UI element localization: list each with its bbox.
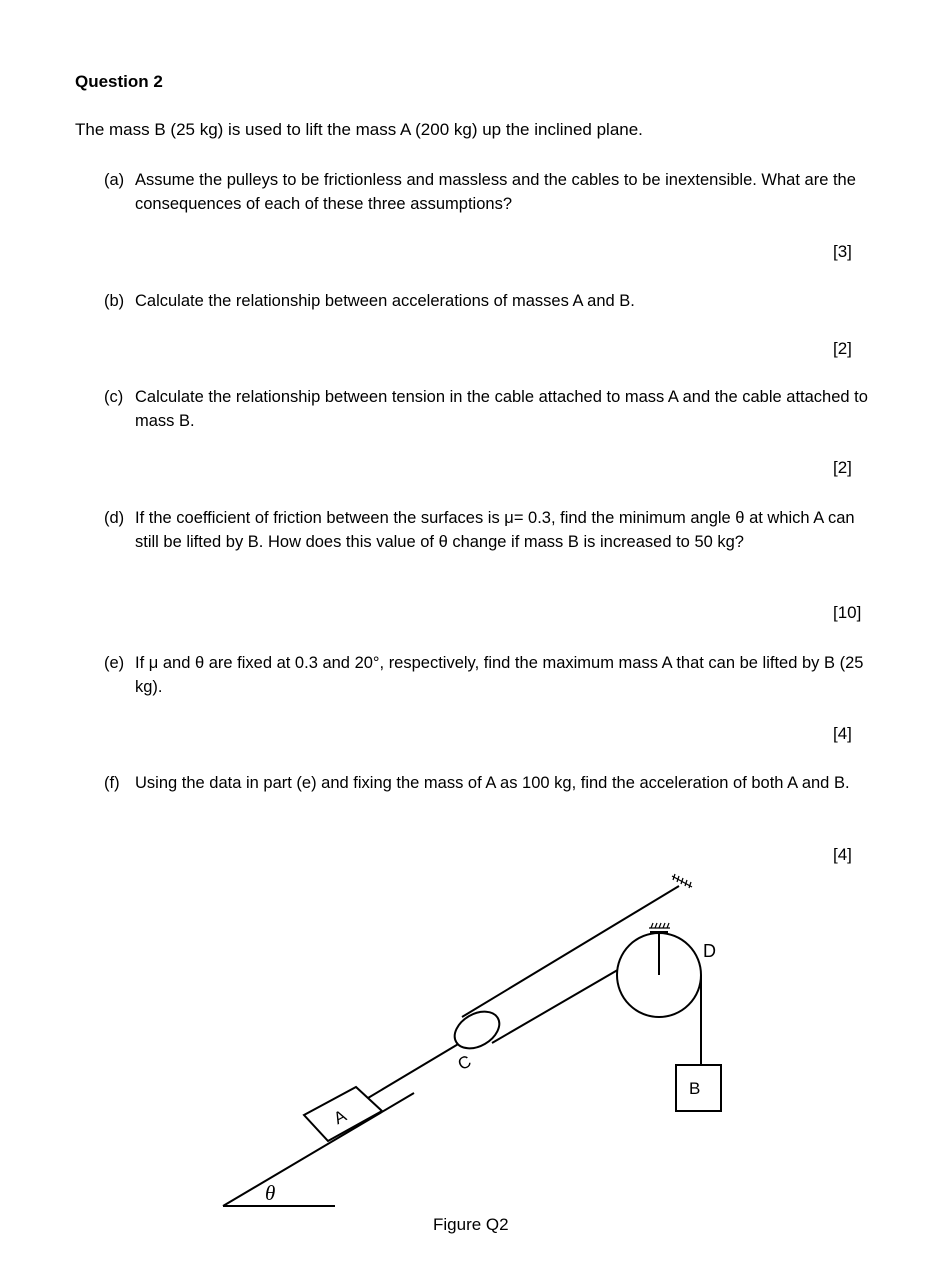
pulley-d-hatch	[649, 923, 670, 928]
part-e-text: If μ and θ are fixed at 0.3 and 20°, respectively, find the maximum mass A that can be lifted by B (25 kg).	[135, 654, 864, 696]
part-b-text: Calculate the relationship between accelerations of masses A and B.	[135, 292, 635, 310]
anchor-hatch	[672, 874, 692, 888]
part-f-text: Using the data in part (e) and fixing the mass of A as 100 kg, find the acceleration of both A and B.	[135, 774, 850, 792]
part-c-label: (c)	[104, 388, 124, 406]
part-d-label: (d)	[104, 509, 125, 527]
part-d-marks: [10]	[833, 603, 862, 622]
question-intro: The mass B (25 kg) is used to lift the mass A (200 kg) up the inclined plane.	[75, 120, 643, 139]
part-d-text: If the coefficient of friction between the surfaces is μ= 0.3, find the minimum angle θ at which A can still be lifted by B. How does this value of θ change if mass B is increased to 50 kg?	[135, 509, 855, 551]
part-e-label: (e)	[104, 654, 125, 672]
question-title: Question 2	[75, 72, 163, 91]
part-c-text: Calculate the relationship between tension in the cable attached to mass A and the cable attached to mass B.	[135, 388, 868, 430]
block-b-label: B	[689, 1079, 701, 1098]
figure-caption: Figure Q2	[433, 1215, 509, 1234]
angle-theta-label: θ	[265, 1181, 276, 1205]
part-c-marks: [2]	[833, 458, 852, 477]
pulley-d-label: D	[703, 941, 716, 961]
pulley-c-shape	[448, 1004, 506, 1056]
part-b-label: (b)	[104, 292, 125, 310]
part-e-marks: [4]	[833, 724, 852, 743]
block-a-label: A	[330, 1106, 350, 1129]
part-f-marks: [4]	[833, 845, 852, 864]
part-a-text: Assume the pulleys to be frictionless and massless and the cables to be inextensible. What are the consequences of each of these three assumptions?	[135, 171, 856, 213]
pulley-c-label: C	[454, 1051, 475, 1075]
part-b-marks: [2]	[833, 339, 852, 358]
part-f-label: (f)	[104, 774, 120, 792]
cable-a-to-c	[368, 1040, 465, 1098]
part-a-label: (a)	[104, 171, 125, 189]
part-a-marks: [3]	[833, 242, 852, 261]
